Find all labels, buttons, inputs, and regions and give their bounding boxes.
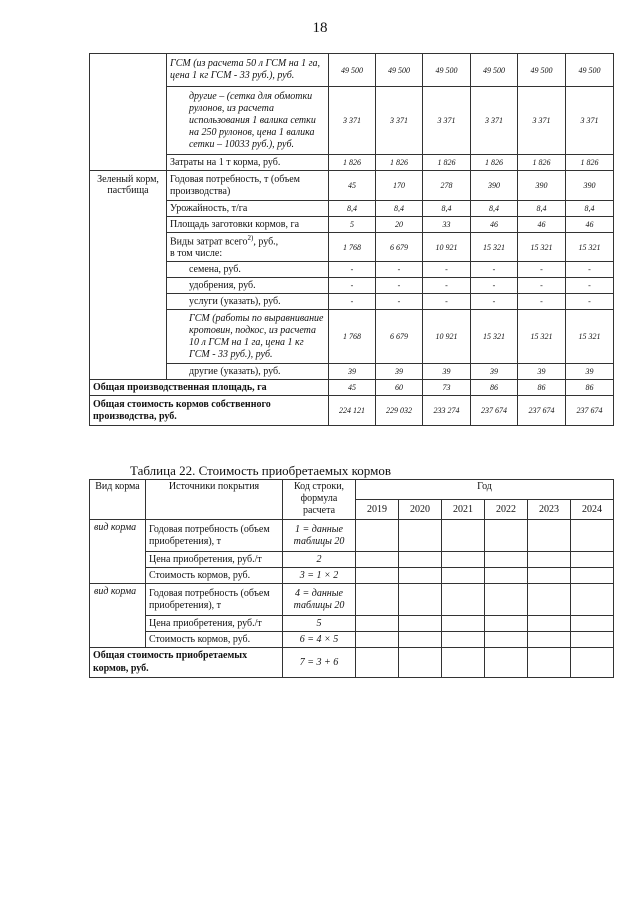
empty-value-cell xyxy=(399,552,442,568)
total-purchased-label: Общая стоимость приобретаемых кормов, руб. xyxy=(90,648,283,678)
table-row xyxy=(90,310,614,364)
table-row-total xyxy=(90,396,614,426)
value-cell: 39 xyxy=(566,364,614,380)
value-cell: - xyxy=(518,294,566,310)
table-row xyxy=(90,616,614,632)
value-cell: 278 xyxy=(423,171,471,201)
table-row xyxy=(90,568,614,584)
empty-value-cell xyxy=(485,520,528,552)
value-cell: 3 371 xyxy=(423,87,471,155)
empty-value-cell xyxy=(571,632,614,648)
value-cell: 6 679 xyxy=(376,233,423,262)
header-year-2019: 2019 xyxy=(356,500,399,520)
value-cell: 33 xyxy=(423,217,471,233)
value-cell: 39 xyxy=(329,364,376,380)
value-cell: 237 674 xyxy=(566,396,614,426)
table-row-total xyxy=(90,380,614,396)
value-cell: - xyxy=(471,262,518,278)
value-cell: 49 500 xyxy=(329,54,376,87)
category-green-feed: Зеленый корм, пастбища xyxy=(90,171,167,380)
value-cell: 224 121 xyxy=(329,396,376,426)
value-cell: 237 674 xyxy=(471,396,518,426)
empty-value-cell xyxy=(356,520,399,552)
value-cell: 1 826 xyxy=(423,155,471,171)
table-row xyxy=(90,262,614,278)
value-cell: 39 xyxy=(376,364,423,380)
empty-value-cell xyxy=(442,584,485,616)
row-code: 7 = 3 + 6 xyxy=(283,648,356,678)
value-cell: 1 768 xyxy=(329,233,376,262)
value-cell: 46 xyxy=(566,217,614,233)
value-cell: 39 xyxy=(471,364,518,380)
empty-value-cell xyxy=(528,616,571,632)
empty-value-cell xyxy=(571,616,614,632)
category-cell-empty xyxy=(90,54,167,171)
value-cell: 46 xyxy=(518,217,566,233)
empty-value-cell xyxy=(571,648,614,678)
row-code: 5 xyxy=(283,616,356,632)
table-row xyxy=(90,233,614,262)
value-cell: 390 xyxy=(518,171,566,201)
value-cell: - xyxy=(566,294,614,310)
empty-value-cell xyxy=(528,520,571,552)
empty-value-cell xyxy=(485,568,528,584)
table-row xyxy=(90,171,614,201)
empty-value-cell xyxy=(442,568,485,584)
empty-value-cell xyxy=(442,616,485,632)
value-cell: - xyxy=(518,278,566,294)
value-cell: 233 274 xyxy=(423,396,471,426)
value-cell: 390 xyxy=(566,171,614,201)
empty-value-cell xyxy=(356,616,399,632)
header-code: Код строки, формула расчета xyxy=(283,480,356,520)
value-cell: 8,4 xyxy=(376,201,423,217)
empty-value-cell xyxy=(571,568,614,584)
empty-value-cell xyxy=(528,632,571,648)
table-row xyxy=(90,364,614,380)
row-label: Годовая потребность (объем приобретения), т xyxy=(146,520,283,552)
row-label: ГСМ (работы по выравнивание кротовин, подкос, из расчета 10 л ГСМ на 1 га, цена 1 кг ГСМ - 33 руб.), руб. xyxy=(167,310,329,364)
value-cell: 73 xyxy=(423,380,471,396)
value-cell: - xyxy=(376,278,423,294)
header-year-2020: 2020 xyxy=(399,500,442,520)
table-row xyxy=(90,632,614,648)
header-year-2022: 2022 xyxy=(485,500,528,520)
row-label: Затраты на 1 т корма, руб. xyxy=(167,155,329,171)
table-row xyxy=(90,155,614,171)
empty-value-cell xyxy=(356,552,399,568)
value-cell: 1 826 xyxy=(471,155,518,171)
value-cell: 49 500 xyxy=(471,54,518,87)
value-cell: 86 xyxy=(471,380,518,396)
empty-value-cell xyxy=(399,648,442,678)
value-cell: 10 921 xyxy=(423,310,471,364)
empty-value-cell xyxy=(485,648,528,678)
empty-value-cell xyxy=(442,632,485,648)
empty-value-cell xyxy=(571,552,614,568)
row-label: другие – (сетка для обмотки рулонов, из расчета использования 1 валика сетки на 250 рулонов, цена 1 валика сетки – 10033 руб.), руб. xyxy=(167,87,329,155)
empty-value-cell xyxy=(528,584,571,616)
value-cell: 20 xyxy=(376,217,423,233)
value-cell: 86 xyxy=(518,380,566,396)
value-cell: 60 xyxy=(376,380,423,396)
total-cost-label: Общая стоимость кормов собственного производства, руб. xyxy=(90,396,329,426)
row-label: ГСМ (из расчета 50 л ГСМ на 1 га, цена 1 кг ГСМ - 33 руб.), руб. xyxy=(167,54,329,87)
row-code: 6 = 4 × 5 xyxy=(283,632,356,648)
table-row xyxy=(90,520,614,552)
value-cell: - xyxy=(423,294,471,310)
value-cell: - xyxy=(423,278,471,294)
empty-value-cell xyxy=(356,568,399,584)
value-cell: 3 371 xyxy=(376,87,423,155)
value-cell: 49 500 xyxy=(566,54,614,87)
table-row xyxy=(90,552,614,568)
value-cell: 6 679 xyxy=(376,310,423,364)
header-source: Источники покрытия xyxy=(146,480,283,520)
table-row xyxy=(90,584,614,616)
value-cell: 3 371 xyxy=(471,87,518,155)
value-cell: 10 921 xyxy=(423,233,471,262)
empty-value-cell xyxy=(399,632,442,648)
value-cell: 1 826 xyxy=(566,155,614,171)
row-label: Годовая потребность (объем приобретения), т xyxy=(146,584,283,616)
empty-value-cell xyxy=(356,584,399,616)
value-cell: - xyxy=(329,294,376,310)
table-row xyxy=(90,201,614,217)
value-cell: 1 768 xyxy=(329,310,376,364)
value-cell: - xyxy=(423,262,471,278)
empty-value-cell xyxy=(442,520,485,552)
value-cell: 15 321 xyxy=(518,233,566,262)
row-code: 1 = данные таблицы 20 xyxy=(283,520,356,552)
total-area-label: Общая производственная площадь, га xyxy=(90,380,329,396)
value-cell: 39 xyxy=(423,364,471,380)
value-cell: - xyxy=(329,278,376,294)
empty-value-cell xyxy=(399,520,442,552)
header-year: Год xyxy=(356,480,614,500)
value-cell: 49 500 xyxy=(423,54,471,87)
empty-value-cell xyxy=(528,552,571,568)
value-cell: 39 xyxy=(518,364,566,380)
value-cell: 15 321 xyxy=(471,233,518,262)
value-cell: 45 xyxy=(329,380,376,396)
empty-value-cell xyxy=(485,632,528,648)
row-code: 2 xyxy=(283,552,356,568)
value-cell: 390 xyxy=(471,171,518,201)
table-row xyxy=(90,87,614,155)
row-code: 3 = 1 × 2 xyxy=(283,568,356,584)
row-label: Стоимость кормов, руб. xyxy=(146,568,283,584)
feed-type-cell: вид корма xyxy=(90,520,146,584)
header-year-2024: 2024 xyxy=(571,500,614,520)
value-cell: 229 032 xyxy=(376,396,423,426)
value-cell: - xyxy=(376,294,423,310)
table-row xyxy=(90,294,614,310)
value-cell: 1 826 xyxy=(376,155,423,171)
value-cell: 46 xyxy=(471,217,518,233)
value-cell: 8,4 xyxy=(329,201,376,217)
empty-value-cell xyxy=(485,552,528,568)
value-cell: 45 xyxy=(329,171,376,201)
value-cell: 1 826 xyxy=(329,155,376,171)
row-label: Урожайность, т/га xyxy=(167,201,329,217)
table-row xyxy=(90,217,614,233)
row-label: Виды затрат всего$^{2)}$, руб., в том числе: xyxy=(167,233,329,262)
value-cell: - xyxy=(376,262,423,278)
empty-value-cell xyxy=(442,648,485,678)
value-cell: 8,4 xyxy=(423,201,471,217)
empty-value-cell xyxy=(571,584,614,616)
row-label: Цена приобретения, руб./т xyxy=(146,552,283,568)
table-caption: Таблица 22. Стоимость приобретаемых кормов xyxy=(130,463,391,478)
value-cell: 8,4 xyxy=(518,201,566,217)
table-row-total xyxy=(90,648,614,678)
empty-value-cell xyxy=(399,584,442,616)
value-cell: 3 371 xyxy=(329,87,376,155)
row-label: другие (указать), руб. xyxy=(167,364,329,380)
row-code: 4 = данные таблицы 20 xyxy=(283,584,356,616)
value-cell: 237 674 xyxy=(518,396,566,426)
value-cell: - xyxy=(471,294,518,310)
empty-value-cell xyxy=(528,568,571,584)
value-cell: 15 321 xyxy=(471,310,518,364)
row-label: услуги (указать), руб. xyxy=(167,294,329,310)
value-cell: 15 321 xyxy=(566,310,614,364)
row-label: Годовая потребность, т (объем производства) xyxy=(167,171,329,201)
header-feed-type: Вид корма xyxy=(90,480,146,520)
value-cell: 86 xyxy=(566,380,614,396)
table-feed-cost-own xyxy=(89,53,614,426)
empty-value-cell xyxy=(528,648,571,678)
value-cell: 8,4 xyxy=(471,201,518,217)
table-row xyxy=(90,278,614,294)
empty-value-cell xyxy=(485,616,528,632)
value-cell: 5 xyxy=(329,217,376,233)
value-cell: 1 826 xyxy=(518,155,566,171)
empty-value-cell xyxy=(571,520,614,552)
row-label: семена, руб. xyxy=(167,262,329,278)
value-cell: 15 321 xyxy=(566,233,614,262)
header-year-2023: 2023 xyxy=(528,500,571,520)
table-row xyxy=(90,54,614,87)
empty-value-cell xyxy=(399,616,442,632)
value-cell: 15 321 xyxy=(518,310,566,364)
header-year-2021: 2021 xyxy=(442,500,485,520)
value-cell: - xyxy=(566,262,614,278)
row-label: Площадь заготовки кормов, га xyxy=(167,217,329,233)
feed-type-cell: вид корма xyxy=(90,584,146,648)
row-label: Цена приобретения, руб./т xyxy=(146,616,283,632)
page-number: 18 xyxy=(312,20,328,36)
empty-value-cell xyxy=(356,648,399,678)
value-cell: - xyxy=(518,262,566,278)
row-label: Стоимость кормов, руб. xyxy=(146,632,283,648)
value-cell: 3 371 xyxy=(566,87,614,155)
empty-value-cell xyxy=(399,568,442,584)
value-cell: - xyxy=(471,278,518,294)
table-purchased-feed xyxy=(89,479,614,678)
value-cell: 49 500 xyxy=(518,54,566,87)
value-cell: 49 500 xyxy=(376,54,423,87)
value-cell: - xyxy=(566,278,614,294)
empty-value-cell xyxy=(485,584,528,616)
empty-value-cell xyxy=(442,552,485,568)
value-cell: 170 xyxy=(376,171,423,201)
value-cell: 3 371 xyxy=(518,87,566,155)
value-cell: - xyxy=(329,262,376,278)
row-label: удобрения, руб. xyxy=(167,278,329,294)
value-cell: 8,4 xyxy=(566,201,614,217)
empty-value-cell xyxy=(356,632,399,648)
